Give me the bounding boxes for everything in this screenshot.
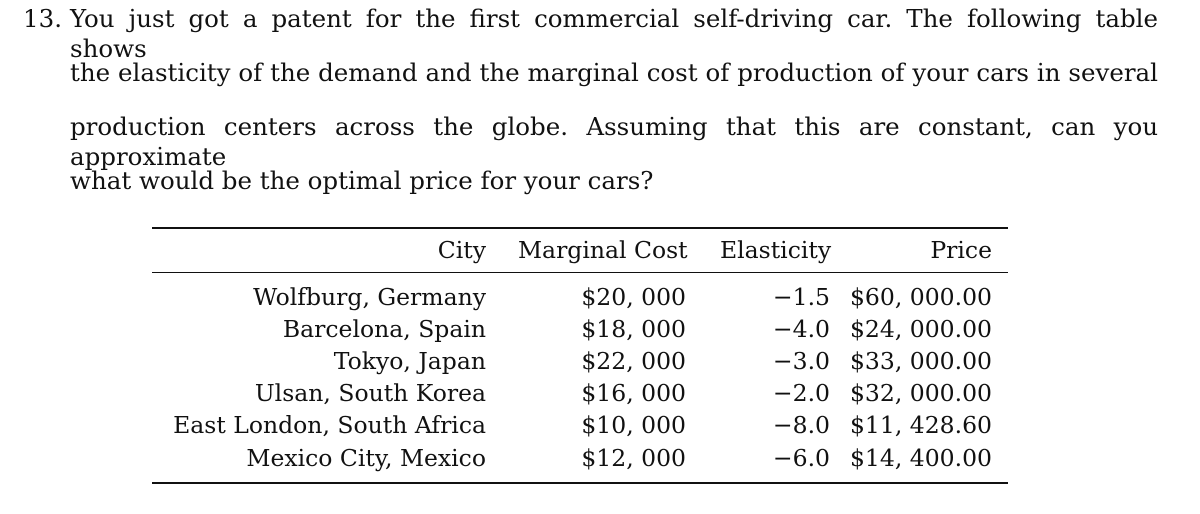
row-price: $14, 400.00 — [849, 444, 992, 472]
question-line-2: the elasticity of the demand and the marginal cost of production of your cars in several — [70, 58, 1158, 87]
table-header-rule — [152, 272, 1008, 273]
row-marginal-cost: $20, 000 — [581, 283, 686, 311]
row-marginal-cost: $22, 000 — [581, 347, 686, 375]
row-city: Ulsan, South Korea — [254, 379, 486, 407]
header-city: City — [437, 236, 486, 264]
row-city: Tokyo, Japan — [333, 347, 486, 375]
row-price: $32, 000.00 — [849, 379, 992, 407]
header-marginal-cost: Marginal Cost — [518, 236, 688, 264]
header-price: Price — [930, 236, 992, 264]
row-price: $24, 000.00 — [849, 315, 992, 343]
question-number: 13. — [23, 4, 62, 33]
row-marginal-cost: $12, 000 — [581, 444, 686, 472]
question-line-1: You just got a patent for the first commercial self-driving car. The following table shows — [70, 4, 1158, 63]
table-top-rule — [152, 227, 1008, 229]
header-elasticity: Elasticity — [720, 236, 832, 264]
row-marginal-cost: $16, 000 — [581, 379, 686, 407]
row-price: $60, 000.00 — [849, 283, 992, 311]
row-elasticity: −2.0 — [772, 379, 830, 407]
row-elasticity: −1.5 — [772, 283, 830, 311]
row-price: $11, 428.60 — [849, 411, 992, 439]
row-city: Mexico City, Mexico — [246, 444, 486, 472]
row-city: Wolfburg, Germany — [253, 283, 486, 311]
question-line-4: what would be the optimal price for your cars? — [70, 166, 654, 195]
row-elasticity: −6.0 — [772, 444, 830, 472]
row-marginal-cost: $18, 000 — [581, 315, 686, 343]
row-price: $33, 000.00 — [849, 347, 992, 375]
table-bottom-rule — [152, 482, 1008, 484]
row-elasticity: −3.0 — [772, 347, 830, 375]
row-marginal-cost: $10, 000 — [581, 411, 686, 439]
row-elasticity: −4.0 — [772, 315, 830, 343]
question-line-3: production centers across the globe. Assuming that this are constant, can you approximate — [70, 112, 1158, 171]
row-city: East London, South Africa — [173, 411, 486, 439]
row-city: Barcelona, Spain — [282, 315, 486, 343]
row-elasticity: −8.0 — [772, 411, 830, 439]
